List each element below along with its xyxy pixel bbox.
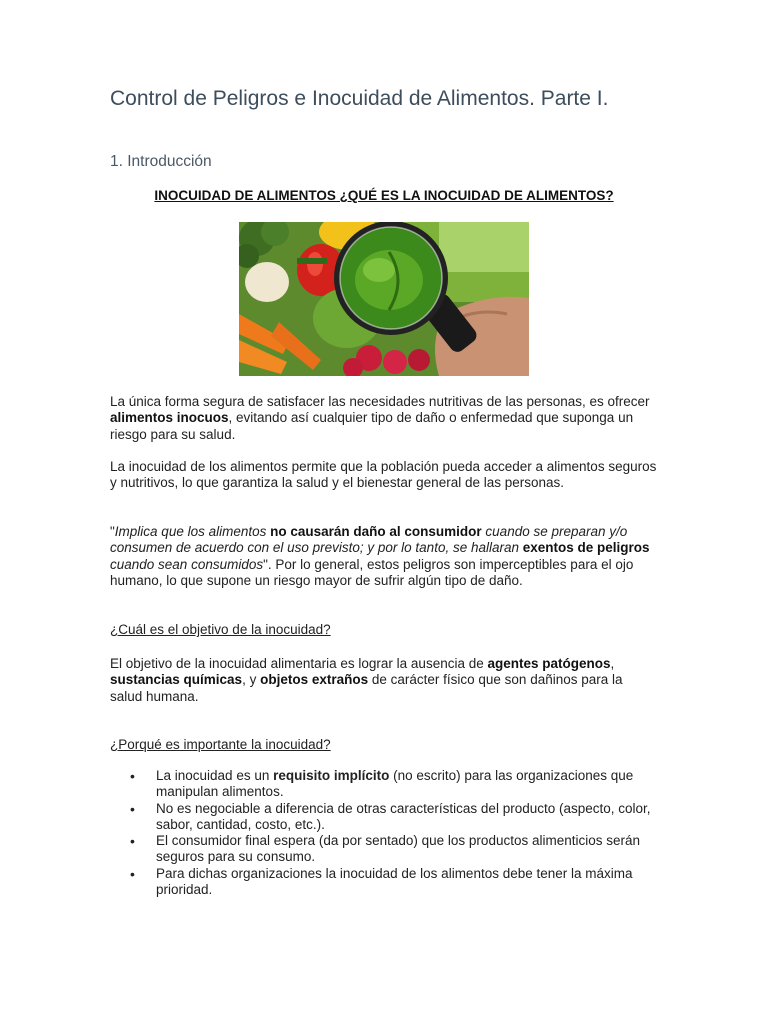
- bullet0-bold: requisito implícito: [273, 768, 390, 783]
- bullet0-text-a: La inocuidad es un: [156, 768, 274, 783]
- p3-open-quote: ": [110, 524, 115, 539]
- p3-bold-2: exentos de peligros: [522, 540, 650, 556]
- paragraph-objective: [110, 656, 658, 705]
- section-heading: 1. Introducción: [110, 153, 212, 170]
- p4-bold-2: sustancias químicas: [110, 672, 243, 688]
- p4-bold-3: objetos extraños: [260, 672, 369, 688]
- p4-bold-1: agentes patógenos: [487, 656, 611, 671]
- p4-text-e: de carácter físico que son dañinos para la salud humana.: [110, 672, 623, 704]
- vegetables-magnifier-illustration: [239, 222, 529, 376]
- document-title: Control de Peligros e Inocuidad de Alimentos. Parte I.: [110, 87, 609, 110]
- p4-text-a: El objetivo de la inocuidad alimentaria es lograr la ausencia de: [110, 656, 488, 671]
- p3-italic-1: Implica que los alimentos: [114, 524, 271, 539]
- p1-text-c: , evitando así cualquier tipo de daño o enfermedad que suponga un riesgo para su salud.: [110, 410, 634, 442]
- list-item: • Para dichas organizaciones la inocuidad de los alimentos debe tener la máxima prioridad.: [110, 866, 658, 899]
- list-item: [110, 768, 658, 801]
- question-objective: ¿Cuál es el objetivo de la inocuidad?: [110, 622, 331, 637]
- p1-bold: alimentos inocuos: [110, 410, 229, 426]
- p1-text-a: La única forma segura de satisfacer las necesidades nutritivas de las personas, es ofrecer: [110, 394, 650, 409]
- paragraph-access: La inocuidad de los alimentos permite que la población pueda acceder a alimentos seguros y nutritivos, lo que garantiza la salud y el bienestar general de las personas.: [110, 459, 657, 491]
- p4-text-c: ,: [610, 656, 615, 671]
- paragraph-definition: [110, 524, 658, 589]
- p3-italic-2: cuando se preparan y/o consumen de acuerdo con el uso previsto; y por lo tanto, se hallaran: [110, 524, 628, 556]
- p3-tail: ". Por lo general, estos peligros son imperceptibles para el ojo humano, lo que supone un riesgo mayor de sufrir algún tipo de daño.: [110, 556, 634, 588]
- question-importance: ¿Porqué es importante la inocuidad?: [110, 737, 331, 752]
- list-item: • El consumidor final espera (da por sentado) que los productos alimenticios serán seguros para su consumo.: [110, 833, 658, 866]
- image-caption: INOCUIDAD DE ALIMENTOS ¿QUÉ ES LA INOCUIDAD DE ALIMENTOS?: [154, 188, 614, 203]
- vegetables-magnifier-photo: [239, 222, 529, 376]
- bullet0-text-c: (no escrito) para las organizaciones que manipulan alimentos.: [156, 768, 634, 800]
- paragraph-intro: [110, 394, 658, 443]
- list-item: • No es negociable a diferencia de otras características del producto (aspecto, color, sabor, cantidad, costo, etc.).: [110, 801, 658, 834]
- p4-text-d: , y: [242, 672, 261, 688]
- p3-italic-3: cuando sean consumidos: [110, 556, 264, 572]
- p3-bold-1: no causarán daño al consumidor: [270, 524, 482, 539]
- importance-list: [110, 768, 658, 898]
